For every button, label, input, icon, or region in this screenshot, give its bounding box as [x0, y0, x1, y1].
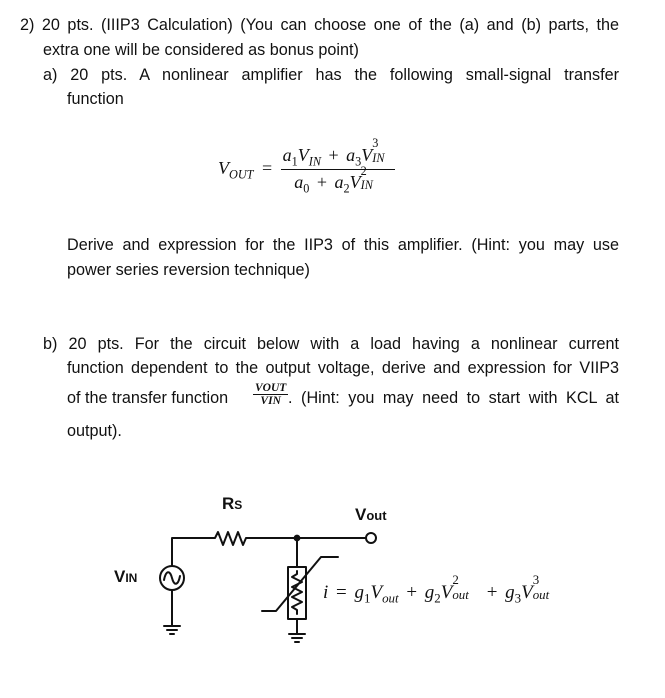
ceq-g2-sub: 2 [434, 590, 441, 606]
vin-label-sub: IN [125, 571, 138, 585]
ceq-v2-sup: 2 [452, 571, 459, 587]
rs-label-main: R [222, 494, 235, 513]
ceq-g1: g [354, 582, 364, 603]
vout-label [355, 505, 387, 525]
eq-lhs-v: V [218, 157, 229, 178]
load-current-equation [323, 571, 559, 607]
ceq-g3: g [505, 582, 515, 603]
eq-den-v2-sup: 2 [360, 163, 367, 178]
rs-label [222, 494, 242, 514]
question-header-line2: extra one will be considered as bonus point) [43, 41, 359, 59]
part-b-line1: b) 20 pts. For the circuit below with a load having a nonlinear current [43, 335, 619, 353]
eq-den-v2: V [349, 172, 361, 193]
eq-num-v1-sub: IN [308, 154, 321, 169]
eq-num-v3: V [361, 145, 373, 165]
part-b-line3-pre: of the transfer function [67, 389, 229, 407]
eq-num-v3-sub: IN [372, 150, 385, 165]
eq-num-a3-sub: 3 [355, 154, 362, 169]
vin-label-main: V [114, 567, 126, 586]
ceq-plus2: + [486, 582, 498, 603]
eq-den-a2-sub: 2 [343, 181, 350, 196]
eq-num-v1: V [297, 145, 309, 165]
eq-den-v2-sub: IN [360, 177, 373, 192]
part-b-line2: function dependent to the output voltage, derive and expression for VIIP3 [67, 359, 619, 377]
eq-num-a3: a [346, 145, 356, 165]
fraction-denominator: VIN [253, 394, 288, 407]
ceq-v1-sub: out [382, 590, 399, 606]
part-b-line3-post: . (Hint: you may need to start with KCL at [288, 389, 619, 407]
ceq-v2-sub: out [452, 587, 469, 602]
ceq-v1: V [370, 582, 383, 603]
ac-sine-icon [164, 572, 180, 584]
ceq-g1-sub: 1 [364, 590, 371, 606]
eq-num-a1: a [282, 145, 292, 165]
wire-source-top [172, 538, 210, 566]
part-b-line4: output). [67, 422, 122, 440]
fraction-numerator: VOUT [255, 382, 287, 394]
ceq-v3-sup: 3 [532, 571, 540, 587]
eq-lhs-sub: OUT [229, 166, 254, 181]
question-header-line1: 2) 20 pts. (IIIP3 Calculation) (You can choose one of the (a) and (b) parts, the [20, 16, 619, 34]
vout-label-sub: out [366, 508, 387, 523]
vout-terminal [366, 533, 376, 543]
ceq-i: i [323, 582, 329, 603]
ceq-v2: V [440, 582, 453, 603]
rs-label-sub: S [234, 498, 243, 512]
eq-equals: = [261, 157, 273, 178]
vin-label [114, 567, 137, 587]
part-a-line1: a) 20 pts. A nonlinear amplifier has the following small-signal transfer [43, 66, 619, 84]
ceq-plus1: + [406, 582, 418, 603]
eq-num-a1-sub: 1 [291, 154, 298, 169]
part-a-line2: function [67, 90, 124, 108]
ceq-v3-sub: out [532, 587, 550, 602]
eq-den-a0: a [294, 172, 304, 193]
vout-label-main: V [355, 505, 367, 524]
part-a-task-line1: Derive and expression for the IIP3 of this amplifier. (Hint: you may use [67, 236, 619, 254]
ceq-equals: = [336, 582, 347, 603]
ceq-v3: V [521, 582, 533, 603]
resistor-rs [210, 532, 250, 545]
eq-den-plus: + [316, 172, 328, 193]
load-resistor-zigzag [292, 571, 302, 614]
ceq-g2: g [424, 582, 435, 603]
eq-num-v3-sup: 3 [372, 136, 379, 151]
eq-den-a0-sub: 0 [303, 181, 310, 196]
part-a-task-line2: power series reversion technique) [67, 261, 310, 279]
eq-num-plus: + [328, 145, 339, 165]
eq-den-a2: a [334, 172, 344, 193]
ceq-g3-sub: 3 [514, 590, 522, 606]
